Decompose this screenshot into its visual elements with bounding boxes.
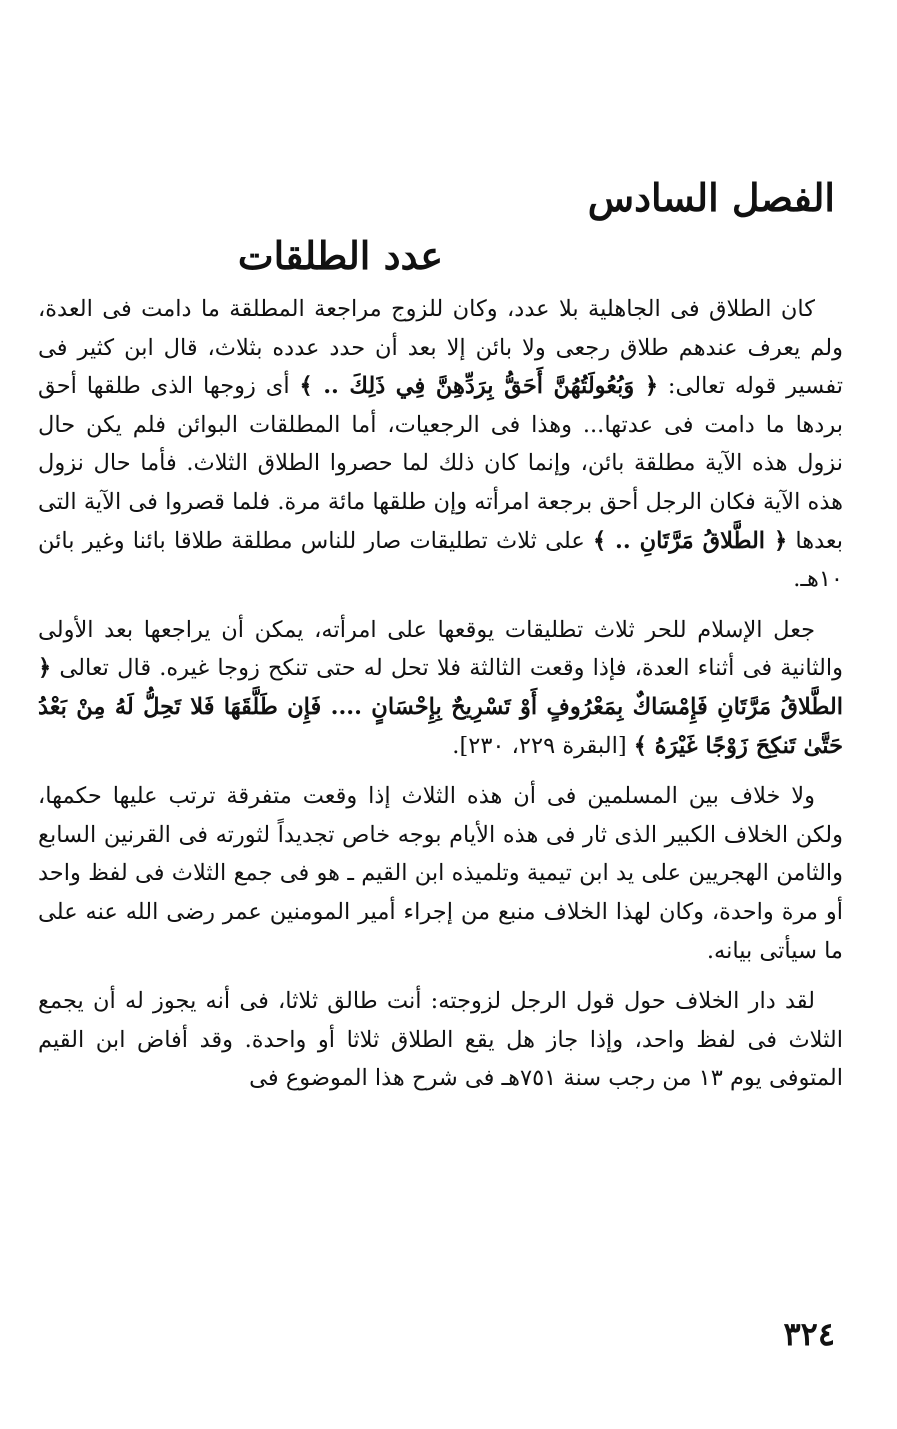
paragraph-2-text-b: [البقرة ٢٢٩، ٢٣٠].: [452, 732, 634, 759]
body-text: [38, 290, 843, 1110]
page-number: ٣٢٤: [783, 1315, 835, 1353]
section-title: عدد الطلقات: [237, 233, 444, 278]
book-page: [38, 0, 843, 1429]
paragraph-1-text-b: أى زوجها الذى طلقها أحق بردها ما دامت فى عدتها... وهذا فى الرجعيات، أما المطلقات البوائن فلم يكن حال نزول هذه الآية مطلقة بائن، وإنما كان ذلك لما حصروا الطلاق الثلاث. فأما حال نزول هذه الآية فكان الرجل أحق برجعة امرأته وإن طلقها مائة مرة. فلما قصروا فى الآية التى بعدها: [38, 373, 844, 554]
paragraph-3: ولا خلاف بين المسلمين فى أن هذه الثلاث إذا وقعت متفرقة ترتب عليها حكمها، ولكن الخلاف الكبير الذى ثار فى هذه الأيام بوجه خاص تجديداً لثورته فى القرنين السابع والثامن الهجريين على يد ابن تيمية وتلميذه ابن القيم ـ هو فى جمع الثلاث فى لفظ واحد أو مرة واحدة، وكان لهذا الخلاف منبع من إجراء أمير المومنين عمر رضى الله عنه على ما سيأتى بيانه.: [38, 783, 843, 964]
quran-verse-2: ﴿ الطَّلاقُ مَرَّتَانِ .. ﴾: [592, 527, 788, 554]
quran-verse-3: ﴿ الطَّلاقُ مَرَّتَانِ فَإِمْسَاكٌ بِمَعْرُوفٍ أَوْ تَسْرِيحٌ بِإِحْسَانٍ .... فَإِن طَلَّقَهَا فَلا تَحِلُّ لَهُ مِنْ بَعْدُ حَتَّىٰ تَنكِحَ زَوْجًا غَيْرَهُ ﴾: [38, 655, 843, 759]
paragraph-1: [38, 290, 843, 599]
paragraph-2-text-a: جعل الإسلام للحر ثلاث تطليقات يوقعها على امرأته، يمكن أن يراجعها بعد الأولى والثانية فى أثناء العدة، فإذا وقعت الثالثة فلا تحل له حتى تنكح زوجا غيره. قال تعالى: [38, 616, 843, 682]
paragraph-1-text-a: كان الطلاق فى الجاهلية بلا عدد، وكان للزوج مراجعة المطلقة ما دامت فى العدة، ولم يعرف عندهم طلاق رجعى ولا بائن إلا بعد أن حدد عدده بثلاث، قال ابن كثير فى تفسير قوله تعالى:: [38, 296, 843, 400]
chapter-title: الفصل السادس: [587, 175, 835, 220]
paragraph-4: لقد دار الخلاف حول قول الرجل لزوجته: أنت طالق ثلاثا، فى أنه يجوز له أن يجمع الثلاث فى لفظ واحد، وإذا جاز هل يقع الطلاق ثلاثا أو واحدة. وقد أفاض ابن القيم المتوفى يوم ١٣ من رجب سنة ٧٥١هـ فى شرح هذا الموضوع فى: [38, 988, 843, 1092]
paragraph-1-text-c: على ثلاث تطليقات صار للناس مطلقة طلاقا بائنا وغير بائن ١٠هـ.: [38, 527, 843, 593]
quran-verse-1: ﴿ وَبُعُولَتُهُنَّ أَحَقُّ بِرَدِّهِنَّ فِي ذَلِكَ .. ﴾: [299, 373, 659, 400]
paragraph-2: [38, 611, 843, 765]
